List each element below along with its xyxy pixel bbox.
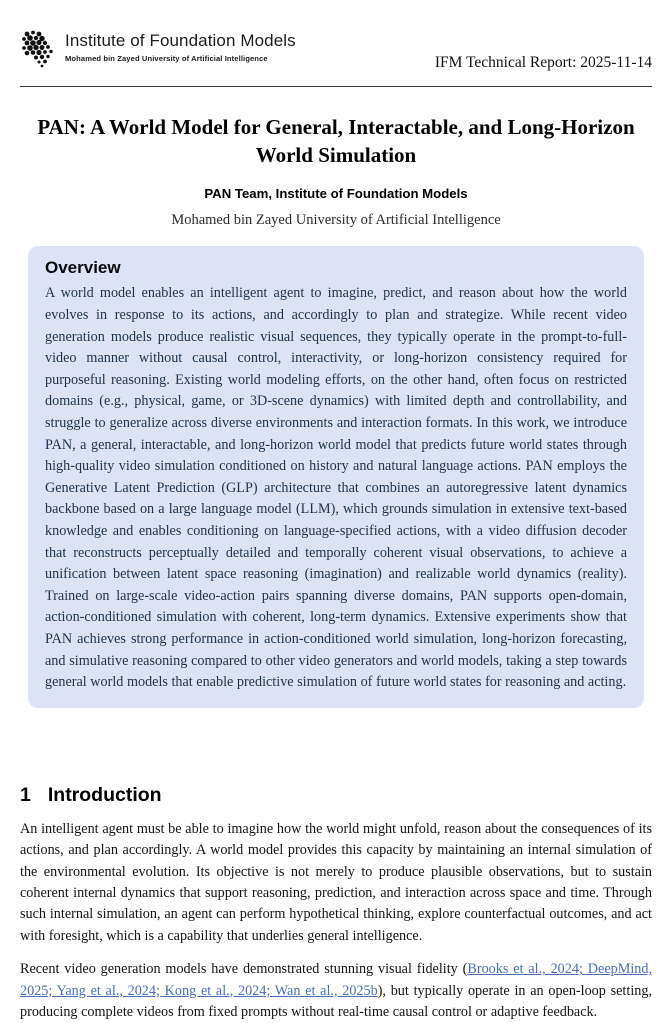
affiliation-line: Mohamed bin Zayed University of Artificial Intelligence: [171, 212, 501, 229]
intro-paragraph-1: An intelligent agent must be able to imagine how the world might unfold, reason about the consequences of its actions, and plan accordingly. A world model provides this capacity by maintaining an internal simulation of the environmental evolution. Its objective is not merely to produce plausible observations, but to sustain coherent internal dynamics that support reasoning, prediction, and interaction across space and time. Through such internal simulation, an agent can perform hypothetical thinking, explore counterfactual outcomes, and act with foresight, which is a capability that underlies general intelligence.: [20, 820, 652, 944]
report-label: IFM Technical Report: 2025-11-14: [434, 54, 652, 71]
intro-paragraph-2-suffix: ), but typically operate in an open-loop setting, producing complete videos from fixed prompts without real-time causal control or adaptive feedback.: [20, 982, 652, 1020]
org-name: Institute of Foundation Models: [65, 31, 296, 50]
ifm-dots-logo-icon: [20, 29, 60, 69]
org-subtitle: Mohamed bin Zayed University of Artificial Intelligence: [65, 53, 268, 63]
intro-paragraph-2: [20, 959, 652, 1023]
header-rule: [20, 86, 652, 87]
section-title: Introduction: [47, 783, 162, 806]
section-heading-introduction: [20, 784, 652, 807]
report-header: [20, 28, 652, 72]
section-number: 1: [20, 783, 31, 806]
citation-links[interactable]: Brooks et al., 2024; DeepMind, 2025; Yang et al., 2024; Kong et al., 2024; Wan et al., 2025b: [20, 961, 652, 999]
overview-body: A world model enables an intelligent agent to imagine, predict, and reason about how the world evolves in response to its actions, and accordingly to plan and strategize. While recent video generation models produce realistic visual sequences, they typically operate in the prompt-to-full-video manner without causal control, interactivity, or long-horizon consistency required for purposeful reasoning. Existing world modeling efforts, on the other hand, often focus on restricted domains (e.g., physical, game, or 3D-scene dynamics) with limited depth and controllability, and struggle to generalize across diverse environments and interaction formats. In this work, we introduce PAN, a general, interactable, and long-horizon world model that predicts future world states through high-quality video simulation conditioned on history and natural language actions. PAN employs the Generative Latent Prediction (GLP) architecture that combines an autoregressive latent dynamics backbone based on a large language model (LLM), which grounds simulation in extensive text-based knowledge and enables conditioning on language-specified actions, with a video diffusion decoder that reconstructs perceptually detailed and temporally coherent visual observations, to achieve a unification between latent space reasoning (imagination) and realizable world dynamics (reality). Trained on large-scale video-action pairs spanning diverse domains, PAN supports open-domain, action-conditioned simulation with coherent, long-term dynamics. Extensive experiments show that PAN achieves strong performance in action-conditioned world simulation, long-horizon forecasting, and simulative reasoning compared to other video generators and world models, taking a step towards general world models that enable predictive simulation of future world states for reasoning and acting.: [45, 285, 627, 691]
authors-line: PAN Team, Institute of Foundation Models: [204, 186, 468, 202]
institute-brand: [20, 28, 296, 69]
overview-box: [28, 246, 644, 707]
overview-heading: Overview: [45, 258, 121, 278]
paper-title: PAN: A World Model for General, Interactable, and Long-Horizon World Simulation: [37, 115, 635, 167]
brand-text: [65, 28, 296, 63]
intro-paragraph-2-prefix: Recent video generation models have demonstrated stunning visual fidelity (: [20, 961, 468, 978]
